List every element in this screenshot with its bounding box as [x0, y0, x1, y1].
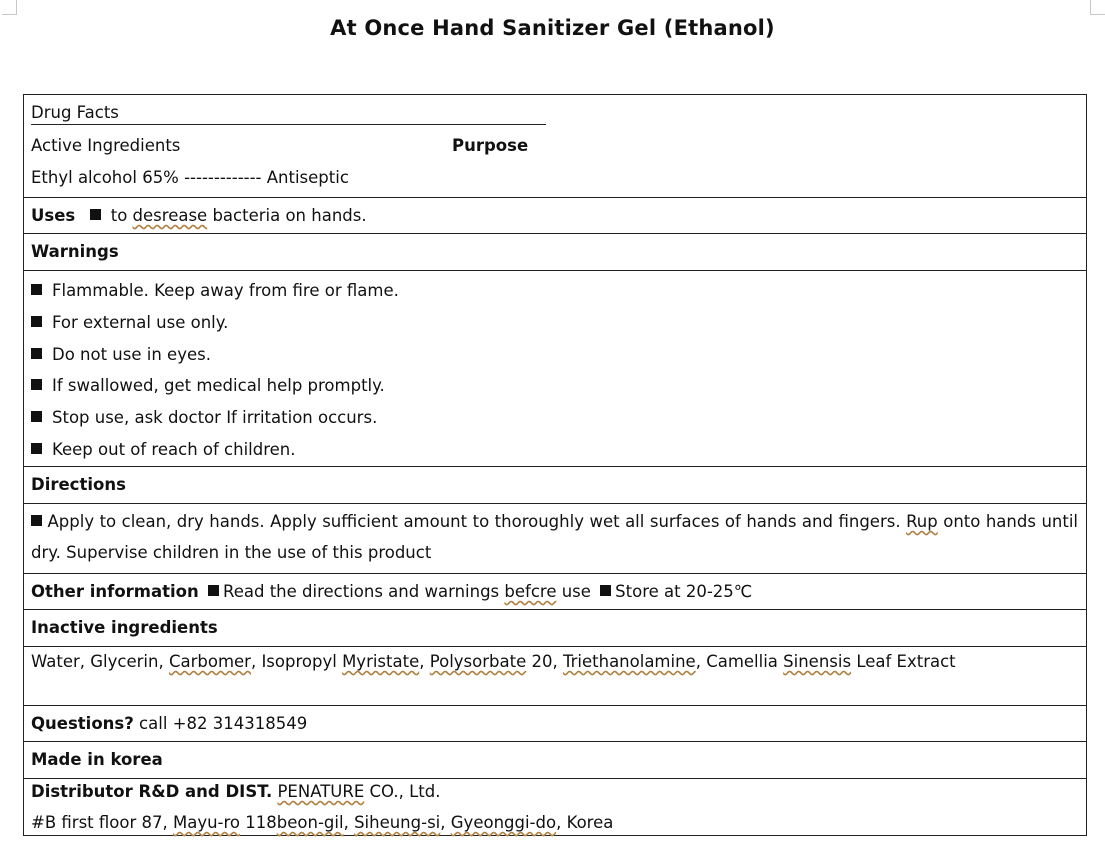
inactive-ingredients-text [31, 646, 1078, 677]
other-info-text: Read the directions and warnings [223, 582, 505, 601]
distributor-section [24, 778, 1086, 835]
distributor-company-suffix: CO., Ltd. [364, 782, 441, 801]
active-ingredients-text: Active Ingredients [31, 136, 181, 155]
drug-facts-table [23, 94, 1087, 836]
warning-item [31, 376, 1078, 396]
address-text: #B first floor 87, [31, 813, 173, 832]
active-ingredient-line: Ethyl alcohol 65% ------------- Antiseptic [31, 168, 349, 187]
warnings-list [24, 270, 1086, 466]
heading-rule [31, 124, 546, 125]
ingredient-text: 20, [526, 652, 563, 671]
active-ingredients-label [31, 136, 1078, 156]
directions-text-misspelled: Rup [906, 512, 938, 531]
warnings-header [24, 233, 1086, 270]
other-information-label: Other information [31, 582, 199, 601]
warning-text: Do not use in eyes. [52, 345, 211, 364]
warning-item [31, 345, 1078, 365]
address-misspelled: Siheung-si [354, 813, 441, 832]
bullet-square-icon [31, 411, 42, 422]
uses-line [31, 206, 1078, 226]
page-corner-marker [1090, 0, 1105, 15]
distributor-company-misspelled: PENATURE [277, 782, 365, 801]
drug-facts-heading: Drug Facts [31, 103, 119, 122]
page-corner-marker [2, 0, 17, 15]
address-text: 118 [240, 813, 277, 832]
bullet-square-icon [90, 209, 101, 220]
made-in-section [24, 741, 1086, 778]
warning-text: For external use only. [52, 313, 229, 332]
storage-text: Store at 20-25℃ [615, 582, 753, 601]
distributor-line [31, 782, 1078, 802]
ingredient-misspelled: Myristate [342, 652, 420, 671]
bullet-square-icon [31, 515, 42, 526]
warning-item [31, 281, 1078, 301]
other-info-text: use [556, 582, 591, 601]
bullet-square-icon [31, 316, 42, 327]
bullet-square-icon [31, 379, 42, 390]
distributor-label: Distributor R&D and DIST. [31, 782, 273, 801]
warning-text: Stop use, ask doctor If irritation occurs. [52, 408, 378, 427]
uses-text-pre: to [105, 206, 133, 225]
directions-text-b: onto hands until dry. Supervise children in the use of this product [31, 512, 1078, 562]
directions-text-a: Apply to clean, dry hands. Apply sufficient amount to thoroughly wet all surfaces of hands and fingers. [42, 512, 907, 531]
other-information-section [24, 573, 1086, 609]
warning-item [31, 440, 1078, 460]
address-misspelled: beon-gil [276, 813, 344, 832]
inactive-ingredients-label: Inactive ingredients [31, 618, 218, 637]
ingredient-text: , Camellia [695, 652, 784, 671]
document-title: At Once Hand Sanitizer Gel (Ethanol) [330, 16, 775, 40]
ingredient-text: Leaf Extract [851, 652, 956, 671]
bullet-square-icon [31, 443, 42, 454]
made-in-text: Made in korea [31, 750, 163, 769]
bullet-square-icon [208, 585, 219, 596]
uses-section [24, 197, 1086, 233]
purpose-label: Purpose [452, 136, 529, 155]
ingredient-text: Water, Glycerin, [31, 652, 169, 671]
questions-phone: call +82 314318549 [133, 714, 308, 733]
directions-text [31, 506, 1078, 568]
address-misspelled: Mayu-ro [172, 813, 241, 832]
questions-section [24, 705, 1086, 741]
warnings-label: Warnings [31, 242, 119, 261]
ingredient-text: , [419, 652, 430, 671]
address-text: , [343, 813, 355, 832]
directions-body [24, 503, 1086, 573]
drug-facts-section [24, 95, 1086, 197]
bullet-square-icon [600, 585, 611, 596]
directions-header [24, 466, 1086, 503]
uses-text-post: bacteria on hands. [207, 206, 367, 225]
ingredient-misspelled: Polysorbate [429, 652, 527, 671]
ingredient-misspelled: Triethanolamine [562, 652, 696, 671]
directions-label: Directions [31, 475, 126, 494]
uses-label: Uses [31, 206, 76, 225]
warning-text: If swallowed, get medical help promptly. [52, 376, 385, 395]
address-misspelled: Gyeonggi-do [450, 813, 557, 832]
other-info-misspelled: befcre [504, 582, 557, 601]
distributor-address [31, 813, 1078, 833]
address-text: , [440, 813, 451, 832]
address-text: , Korea [556, 813, 614, 832]
ingredient-misspelled: Sinensis [783, 652, 852, 671]
inactive-ingredients-header [24, 609, 1086, 646]
other-information-line [31, 582, 1078, 602]
warning-text: Flammable. Keep away from fire or flame. [52, 281, 399, 300]
warning-item [31, 408, 1078, 428]
questions-line [31, 714, 1078, 734]
inactive-ingredients-body [24, 646, 1086, 705]
warning-text: Keep out of reach of children. [52, 440, 296, 459]
ingredient-text: , Isopropyl [250, 652, 343, 671]
warning-item [31, 313, 1078, 333]
bullet-square-icon [31, 348, 42, 359]
questions-label: Questions? [31, 714, 134, 733]
ingredient-misspelled: Carbomer [168, 652, 251, 671]
bullet-square-icon [31, 284, 42, 295]
uses-text-misspelled: desrease [132, 206, 208, 225]
